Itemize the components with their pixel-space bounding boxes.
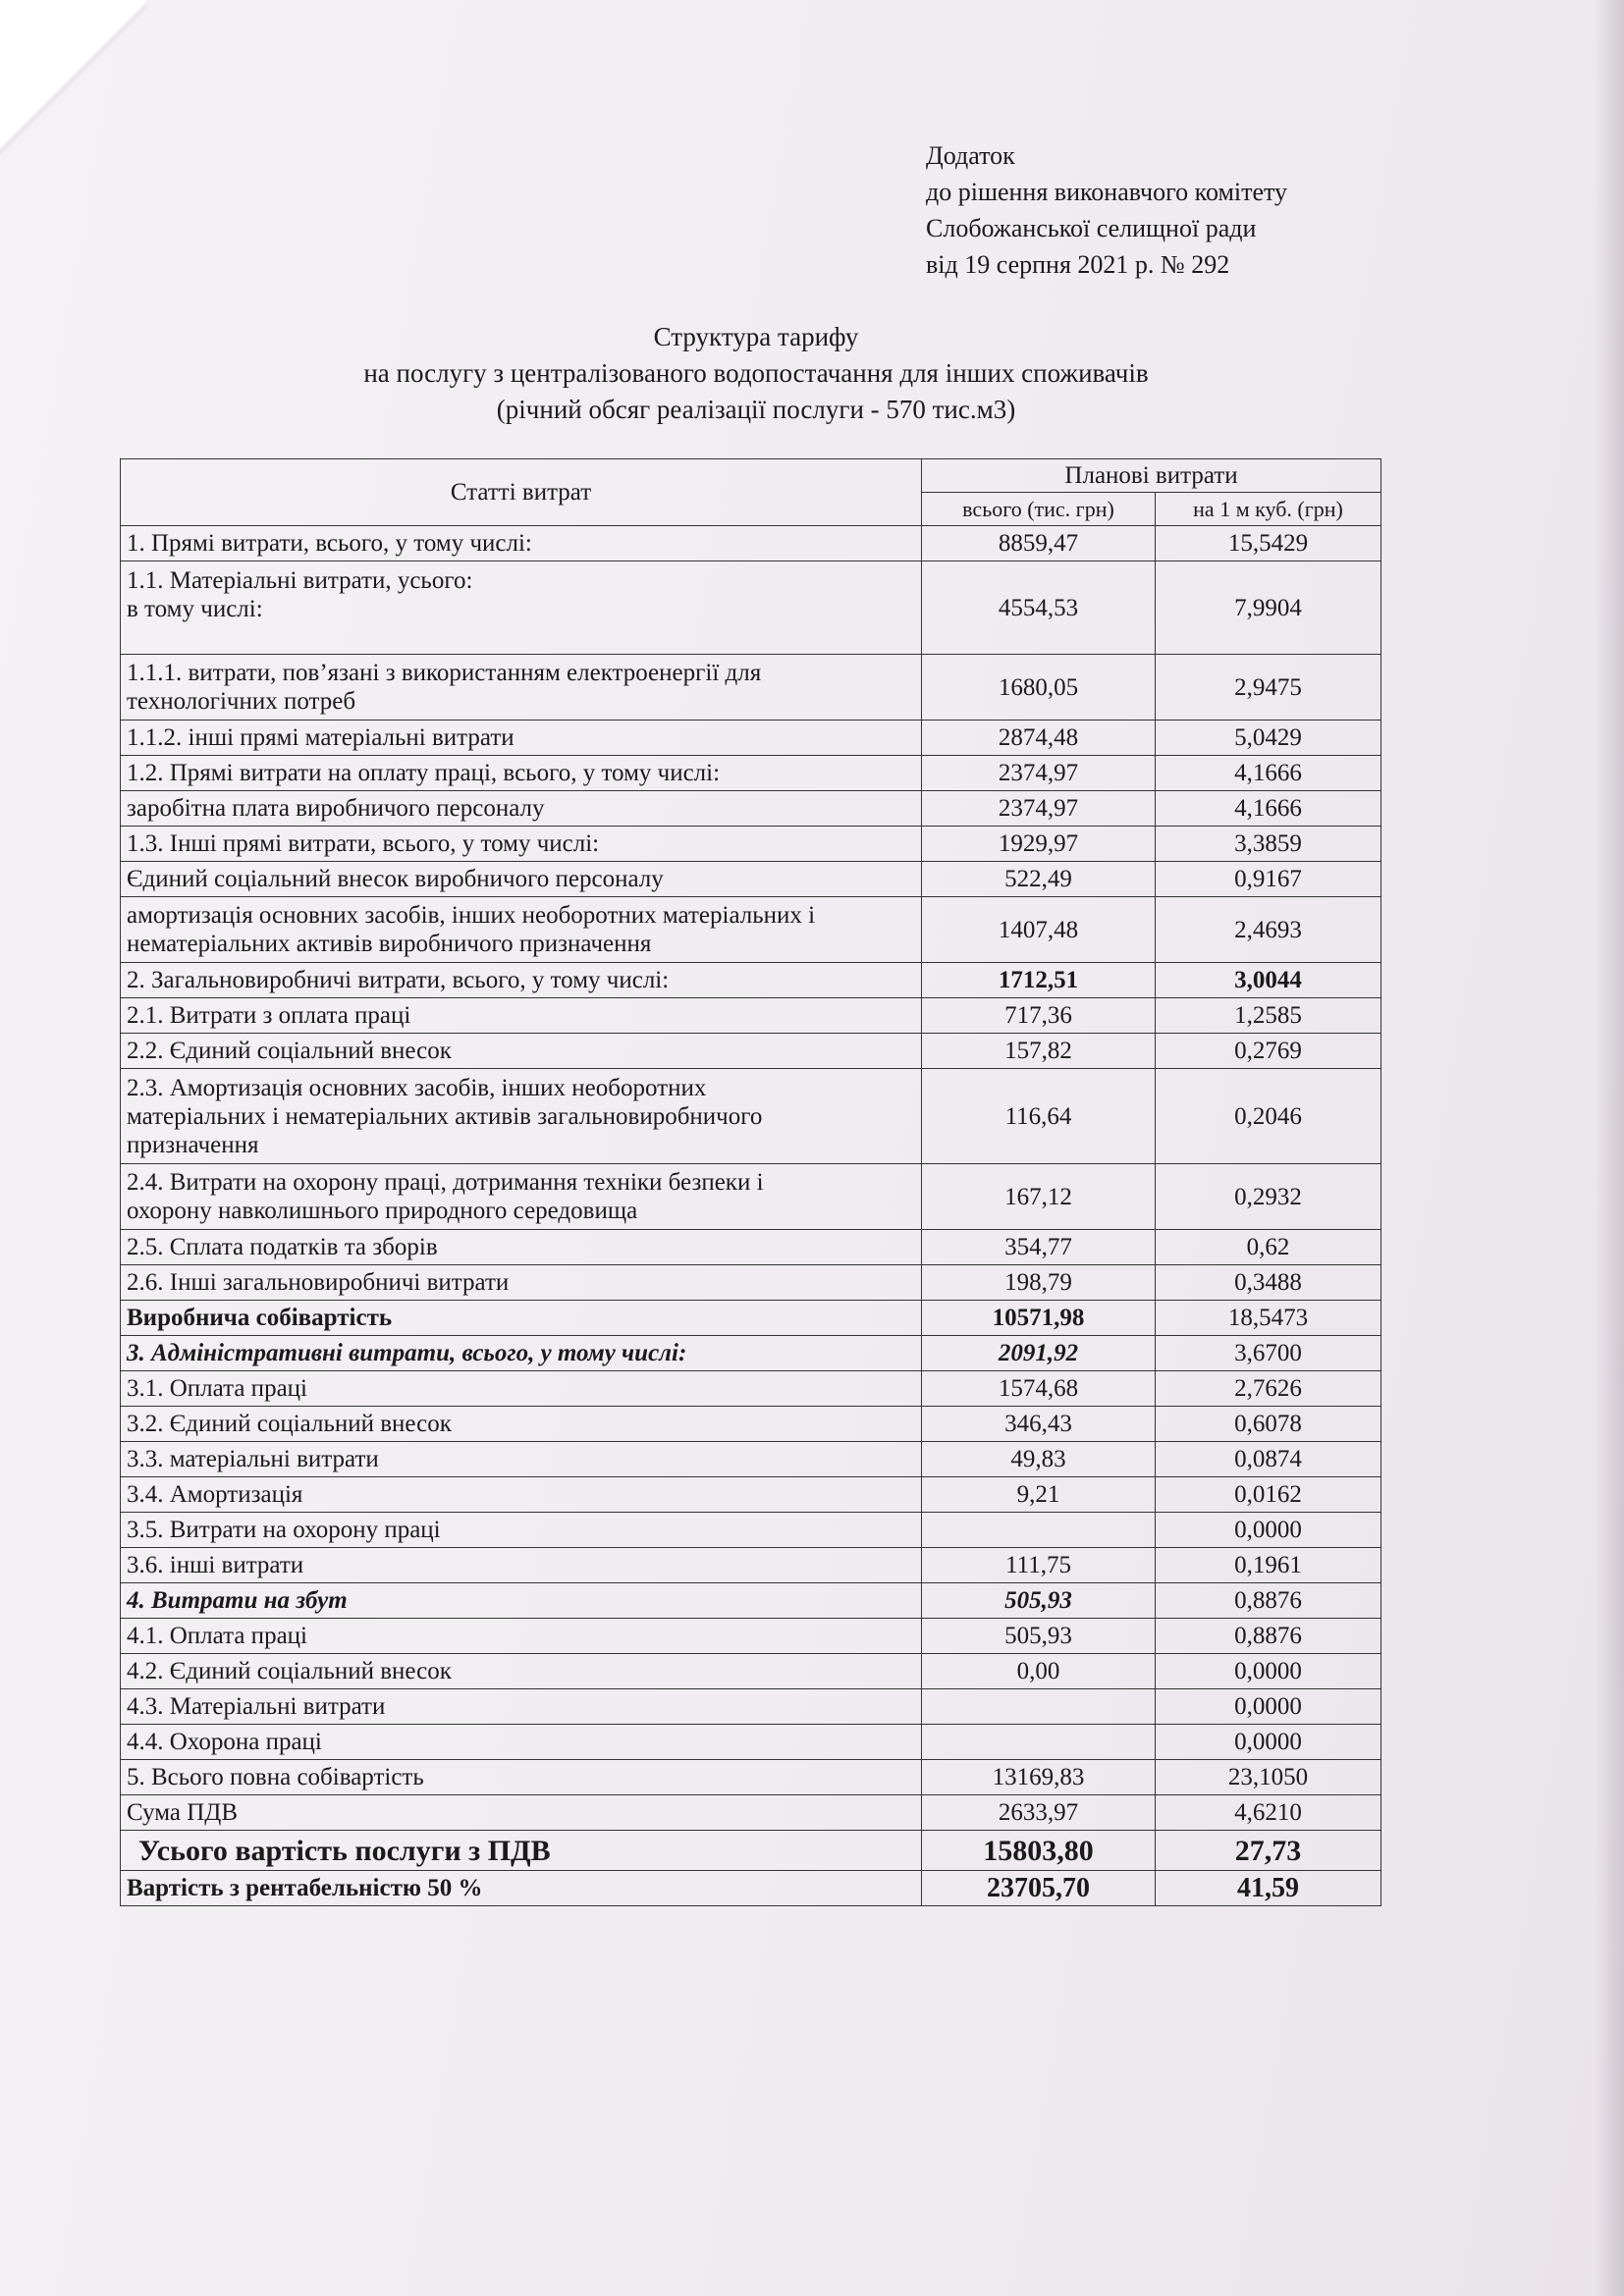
table-row [121,1301,1381,1336]
row-name-line: матеріальних і нематеріальних активів загальновиробничого [127,1102,763,1130]
row-unit: 7,9904 [1156,561,1381,655]
table-row [121,1725,1381,1760]
row-total: 9,21 [922,1477,1156,1513]
row-name [121,1069,922,1164]
addendum-block [926,137,1287,283]
row-name: 2.2. Єдиний соціальний внесок [121,1034,922,1069]
row-total: 13169,83 [922,1760,1156,1795]
row-unit: 0,0162 [1156,1477,1381,1513]
row-unit: 4,1666 [1156,756,1381,791]
row-unit: 0,0000 [1156,1689,1381,1725]
table-row [121,1760,1381,1795]
row-unit: 1,2585 [1156,998,1381,1034]
table-row [121,1654,1381,1689]
table-row [121,1371,1381,1407]
row-unit: 2,4693 [1156,897,1381,963]
row-total [922,1689,1156,1725]
row-name: 3.5. Витрати на охорону праці [121,1513,922,1548]
row-unit: 0,62 [1156,1230,1381,1265]
row-total [922,1725,1156,1760]
row-total: 157,82 [922,1034,1156,1069]
row-name: 2.6. Інші загальновиробничі витрати [121,1265,922,1301]
row-unit: 5,0429 [1156,721,1381,756]
table-row [121,1336,1381,1371]
row-unit: 0,1961 [1156,1548,1381,1583]
addendum-line: до рішення виконавчого комітету [926,178,1288,206]
row-total: 354,77 [922,1230,1156,1265]
row-unit: 0,6078 [1156,1407,1381,1442]
addendum-line: Слобожанської селищної ради [926,214,1257,242]
table-row [121,721,1381,756]
row-name: Сума ПДВ [121,1795,922,1831]
row-unit: 18,5473 [1156,1301,1381,1336]
row-total: 167,12 [922,1164,1156,1230]
row-name-line: призначення [127,1131,259,1158]
addendum-line: Додаток [926,141,1015,170]
row-name-line: 1.1.1. витрати, пов’язані з використанням електроенергії для [127,660,762,686]
row-total: 505,93 [922,1619,1156,1654]
row-unit: 3,0044 [1156,963,1381,998]
row-name [121,655,922,721]
row-unit: 0,2046 [1156,1069,1381,1164]
row-name: 3.1. Оплата праці [121,1371,922,1407]
row-name [121,561,922,655]
row-name-line: 1.1. Матеріальні витрати, усього: [127,567,473,594]
row-name: 2.5. Сплата податків та зборів [121,1230,922,1265]
row-name-line: 2.3. Амортизація основних засобів, інших необоротних [127,1074,707,1101]
row-unit: 0,3488 [1156,1265,1381,1301]
row-name-line: амортизація основних засобів, інших необоротних матеріальних і [127,902,816,929]
row-unit: 0,8876 [1156,1619,1381,1654]
row-name-line: в тому числі: [127,596,263,622]
document-title [118,319,1394,428]
row-total: 198,79 [922,1265,1156,1301]
row-name [121,1164,922,1230]
table-row [121,1442,1381,1477]
row-unit: 0,8876 [1156,1583,1381,1619]
folded-corner [0,0,147,157]
row-name: Усього вартість послуги з ПДВ [121,1831,922,1871]
row-unit: 27,73 [1156,1831,1381,1871]
row-name-line: технологічних потреб [127,688,356,715]
row-name-line: охорону навколишнього природного середовища [127,1198,638,1224]
row-unit: 3,3859 [1156,827,1381,862]
table-row [121,1477,1381,1513]
row-unit: 15,5429 [1156,526,1381,561]
row-total: 1680,05 [922,655,1156,721]
row-total: 2374,97 [922,791,1156,827]
table-row [121,791,1381,827]
row-name: заробітна плата виробничого персоналу [121,791,922,827]
row-total: 8859,47 [922,526,1156,561]
table-row [121,1164,1381,1230]
tariff-structure-table [120,458,1381,1906]
row-total: 23705,70 [922,1871,1156,1906]
table-row [121,1831,1381,1871]
row-total: 10571,98 [922,1301,1156,1336]
row-name: 5. Всього повна собівартість [121,1760,922,1795]
row-name: 4.1. Оплата праці [121,1619,922,1654]
row-unit: 4,6210 [1156,1795,1381,1831]
row-unit: 41,59 [1156,1871,1381,1906]
table-row [121,1619,1381,1654]
row-name-line: нематеріальних активів виробничого призначення [127,931,652,957]
table-row [121,1407,1381,1442]
table-row [121,827,1381,862]
table-row [121,862,1381,897]
row-name: 2. Загальновиробничі витрати, всього, у тому числі: [121,963,922,998]
table-row [121,1548,1381,1583]
row-total: 116,64 [922,1069,1156,1164]
row-total: 1574,68 [922,1371,1156,1407]
row-unit: 3,6700 [1156,1336,1381,1371]
row-unit: 0,0000 [1156,1513,1381,1548]
table-row [121,1069,1381,1164]
row-name: Єдиний соціальний внесок виробничого персоналу [121,862,922,897]
table-row [121,963,1381,998]
row-unit: 4,1666 [1156,791,1381,827]
row-total [922,1513,1156,1548]
row-total: 1407,48 [922,897,1156,963]
row-unit: 2,7626 [1156,1371,1381,1407]
row-name: 3. Адміністративні витрати, всього, у тому числі: [121,1336,922,1371]
row-total: 1929,97 [922,827,1156,862]
table-row [121,1689,1381,1725]
header-per-unit: на 1 м куб. (грн) [1156,493,1381,526]
row-unit: 0,0000 [1156,1654,1381,1689]
row-total: 4554,53 [922,561,1156,655]
row-name: 1.3. Інші прямі витрати, всього, у тому числі: [121,827,922,862]
header-total: всього (тис. грн) [922,493,1156,526]
table-row [121,561,1381,655]
table-row [121,1583,1381,1619]
table-row [121,897,1381,963]
row-total: 111,75 [922,1548,1156,1583]
header-cost-items: Статті витрат [121,459,922,526]
row-total: 0,00 [922,1654,1156,1689]
row-unit: 0,2932 [1156,1164,1381,1230]
row-total: 2091,92 [922,1336,1156,1371]
row-name: 3.3. матеріальні витрати [121,1442,922,1477]
row-total: 1712,51 [922,963,1156,998]
row-unit: 0,0874 [1156,1442,1381,1477]
page-shadow [1595,0,1624,2296]
row-name: 3.2. Єдиний соціальний внесок [121,1407,922,1442]
row-total: 2374,97 [922,756,1156,791]
row-name: 1. Прямі витрати, всього, у тому числі: [121,526,922,561]
row-name: 3.4. Амортизація [121,1477,922,1513]
row-name: 1.2. Прямі витрати на оплату праці, всього, у тому числі: [121,756,922,791]
row-name: 4.4. Охорона праці [121,1725,922,1760]
table-row [121,1230,1381,1265]
table-row [121,1795,1381,1831]
table-row [121,655,1381,721]
row-total: 717,36 [922,998,1156,1034]
table-row [121,998,1381,1034]
table-row [121,526,1381,561]
row-unit: 2,9475 [1156,655,1381,721]
row-name: 4.3. Матеріальні витрати [121,1689,922,1725]
row-total: 15803,80 [922,1831,1156,1871]
title-line-1: Структура тарифу [653,322,859,351]
row-total: 49,83 [922,1442,1156,1477]
table-row [121,1034,1381,1069]
row-name: 4. Витрати на збут [121,1583,922,1619]
row-name-line: 2.4. Витрати на охорону праці, дотримання техніки безпеки і [127,1169,764,1196]
row-unit: 0,2769 [1156,1034,1381,1069]
table-row [121,1871,1381,1906]
row-unit: 0,0000 [1156,1725,1381,1760]
row-total: 2633,97 [922,1795,1156,1831]
row-name: Вартість з рентабельністю 50 % [121,1871,922,1906]
title-line-2: на послугу з централізованого водопостачання для інших споживачів [363,358,1149,388]
row-name: 2.1. Витрати з оплата праці [121,998,922,1034]
table-row [121,1513,1381,1548]
row-name: 3.6. інші витрати [121,1548,922,1583]
row-name: Виробнича собівартість [121,1301,922,1336]
row-total: 522,49 [922,862,1156,897]
header-planned-costs: Планові витрати [922,459,1381,493]
row-name [121,897,922,963]
row-name: 4.2. Єдиний соціальний внесок [121,1654,922,1689]
table-row [121,1265,1381,1301]
title-line-3: (річний обсяг реалізації послуги - 570 тис.м3) [496,395,1016,424]
row-unit: 23,1050 [1156,1760,1381,1795]
row-name: 1.1.2. інші прямі матеріальні витрати [121,721,922,756]
row-total: 505,93 [922,1583,1156,1619]
row-unit: 0,9167 [1156,862,1381,897]
row-total: 346,43 [922,1407,1156,1442]
row-total: 2874,48 [922,721,1156,756]
table-row [121,756,1381,791]
addendum-line: від 19 серпня 2021 р. № 292 [926,250,1230,279]
